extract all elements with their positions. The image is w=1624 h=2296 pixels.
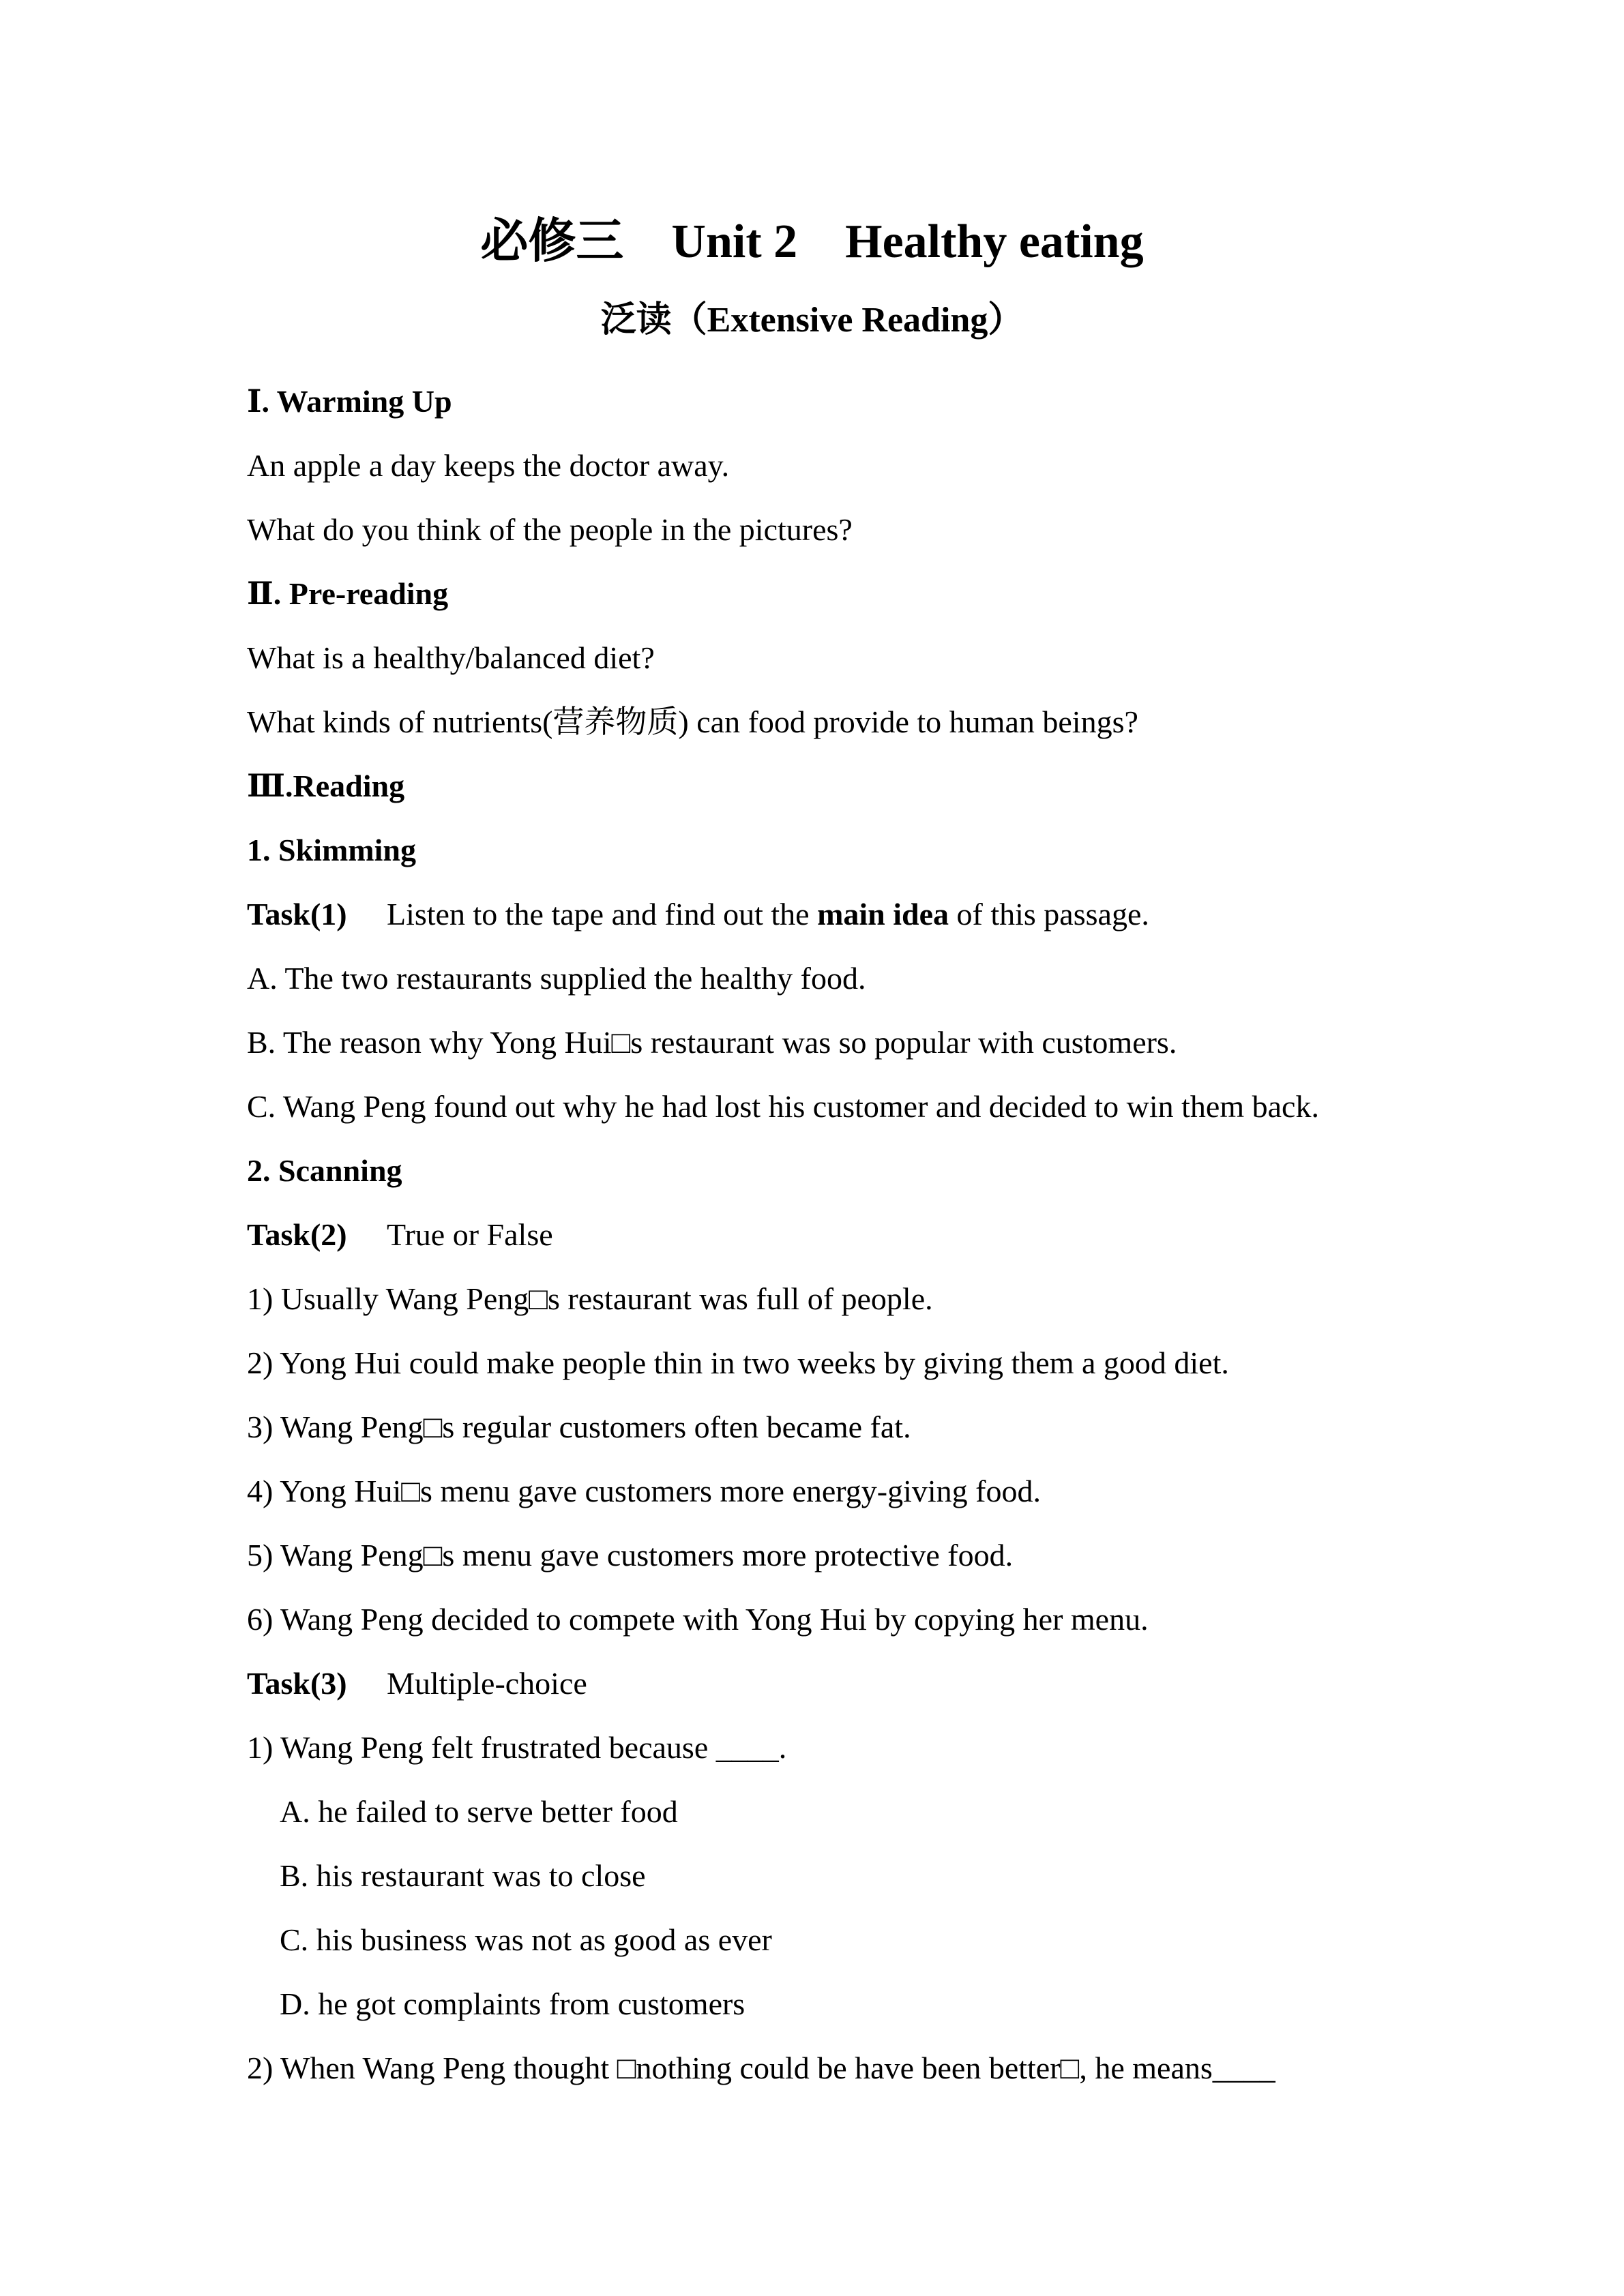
task-2-label: Task(2) bbox=[247, 1217, 347, 1252]
question-1-option: A. he failed to serve better food bbox=[280, 1794, 678, 1829]
skimming-option: C. Wang Peng found out why he had lost his customer and decided to win them back. bbox=[247, 1089, 1319, 1124]
task-3-instruction bbox=[247, 1654, 1475, 1718]
skimming-option: A. The two restaurants supplied the healthy food. bbox=[247, 961, 866, 996]
question-2: 2) When Wang Peng thought □nothing could be have been better□, he means____ bbox=[247, 2051, 1275, 2085]
worksheet-content bbox=[247, 372, 1475, 2103]
subheading-scanning: 2. Scanning bbox=[247, 1153, 402, 1188]
task-1-instruction bbox=[247, 885, 1475, 949]
task-1-text-after: of this passage. bbox=[949, 897, 1149, 931]
task-3-text: Multiple-choice bbox=[387, 1666, 587, 1701]
pre-reading-line: What is a healthy/balanced diet? bbox=[247, 640, 655, 675]
question-1: 1) Wang Peng felt frustrated because ____. bbox=[247, 1730, 787, 1765]
page-title: 必修三 Unit 2 Healthy eating bbox=[480, 215, 1144, 268]
question-1-option: D. he got complaints from customers bbox=[280, 1986, 745, 2021]
warming-up-line: An apple a day keeps the doctor away. bbox=[247, 448, 730, 483]
true-false-statement: 2) Yong Hui could make people thin in two weeks by giving them a good diet. bbox=[247, 1345, 1229, 1380]
true-false-statement: 6) Wang Peng decided to compete with Yong Hui by copying her menu. bbox=[247, 1602, 1149, 1637]
question-1-option: B. his restaurant was to close bbox=[280, 1858, 646, 1893]
question-1-option: C. his business was not as good as ever bbox=[280, 1922, 772, 1957]
warming-up-line: What do you think of the people in the pictures? bbox=[247, 512, 853, 547]
pre-reading-line: What kinds of nutrients(营养物质) can food provide to human beings? bbox=[247, 704, 1138, 739]
task-2-instruction bbox=[247, 1206, 1475, 1270]
true-false-statement: 4) Yong Hui□s menu gave customers more energy-giving food. bbox=[247, 1474, 1041, 1508]
task-1-label: Task(1) bbox=[247, 897, 347, 931]
task-1-text-bold: main idea bbox=[817, 897, 949, 931]
skimming-option: B. The reason why Yong Hui□s restaurant was so popular with customers. bbox=[247, 1025, 1177, 1060]
true-false-statement: 1) Usually Wang Peng□s restaurant was full of people. bbox=[247, 1281, 933, 1316]
section-heading-reading: Ⅲ.Reading bbox=[247, 769, 405, 803]
page-subtitle: 泛读（Extensive Reading） bbox=[600, 301, 1024, 340]
task-2-text: True or False bbox=[387, 1217, 553, 1252]
true-false-statement: 5) Wang Peng□s menu gave customers more protective food. bbox=[247, 1538, 1014, 1572]
true-false-statement: 3) Wang Peng□s regular customers often became fat. bbox=[247, 1410, 911, 1444]
task-3-label: Task(3) bbox=[247, 1666, 347, 1701]
task-1-text-before: Listen to the tape and find out the bbox=[387, 897, 818, 931]
section-heading-warming-up: Ⅰ. Warming Up bbox=[247, 384, 452, 419]
subheading-skimming: 1. Skimming bbox=[247, 833, 416, 867]
section-heading-pre-reading: Ⅱ. Pre-reading bbox=[247, 576, 449, 611]
